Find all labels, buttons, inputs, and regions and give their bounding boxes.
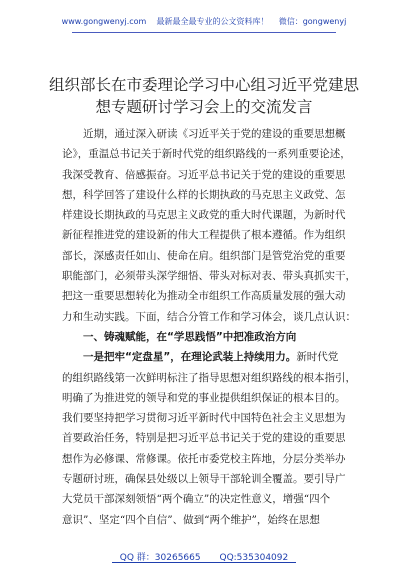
body-line: 我们要坚持把学习贯彻习近平新时代中国特色社会主义思想为 [62, 412, 346, 425]
body-line: 大党员干部深刻领悟“两个确立”的决定性意义，增强“四个 [62, 493, 331, 506]
body-line: 专题研讨班，确保县处级以上领导干部轮训全覆盖。要引导广 [62, 473, 346, 486]
body-line: 样建设长期执政的马克思主义政党的重大时代课题，为新时代 [62, 209, 346, 222]
footer-qq-group: QQ 群：30265665 [119, 553, 201, 563]
body-line: 近期，通过深入研读《习近平关于党的建设的重要思想概 [83, 128, 346, 140]
header-slogan: 最新最全最专业的公文资料库！ [156, 17, 269, 26]
page-header [0, 16, 408, 27]
body-line: 力和生动实践。下面，结合分管工作和学习体会，谈几点认识： [62, 310, 356, 323]
body-line: 把这一重要思想转化为推动全市组织工作高质量发展的强大动 [62, 290, 346, 303]
body-line: 首要政治任务，特别是把习近平总书记关于党的建设的重要思 [62, 432, 346, 445]
body-line: 部长，深感责任如山、使命在肩。组织部门是管党治党的重要 [62, 249, 346, 262]
body-line: 职能部门，必须带头深学细悟、带头对标对表、带头真抓实干， [62, 270, 356, 283]
body-line: 意识”、坚定“四个自信”、做到“两个维护”，始终在思想 [62, 513, 320, 526]
document-title [40, 74, 368, 118]
body-line: 新征程推进党的建设新的伟大工程提供了根本遵循。作为组织 [62, 229, 346, 242]
body-line: 想，科学回答了建设什么样的长期执政的马克思主义政党、怎 [62, 188, 346, 201]
point-1-heading: 一是把牢“定盘星”，在理论武装上持续用力。 [83, 351, 297, 364]
header-wechat: 微信：gongwenyj [278, 17, 347, 26]
title-line-2: 想专题研讨学习会上的交流发言 [95, 98, 313, 116]
footer-qq-contact: QQ:535304092 [219, 553, 289, 563]
title-line-1: 组织部长在市委理论学习中心组习近平党建思 [48, 76, 359, 94]
body-line: 的组织路线第一次鲜明标注了指导思想对组织路线的根本指引， [62, 371, 356, 384]
body-line: 我深受教育、倍感振奋。习近平总书记关于党的建设的重要思 [62, 168, 346, 181]
document-body [62, 124, 364, 530]
body-line: 论》，重温总书记关于新时代党的组织路线的一系列重要论述， [62, 148, 351, 161]
body-line: 想作为必修课、常修课。依托市委党校主阵地，分层分类举办 [62, 452, 346, 465]
point-line [62, 347, 364, 367]
section-heading-1: 一、铸魂赋能，在“学思践悟”中把准政治方向 [83, 330, 297, 343]
body-line: 明确了为推进党的领导和党的事业提供组织保证的根本目的。 [62, 391, 346, 404]
point-1-tail: 新时代党 [296, 351, 339, 364]
footer-underline [112, 562, 296, 563]
header-divider [72, 32, 336, 33]
header-site-link[interactable]: www.gongwenyj.com [61, 17, 147, 26]
